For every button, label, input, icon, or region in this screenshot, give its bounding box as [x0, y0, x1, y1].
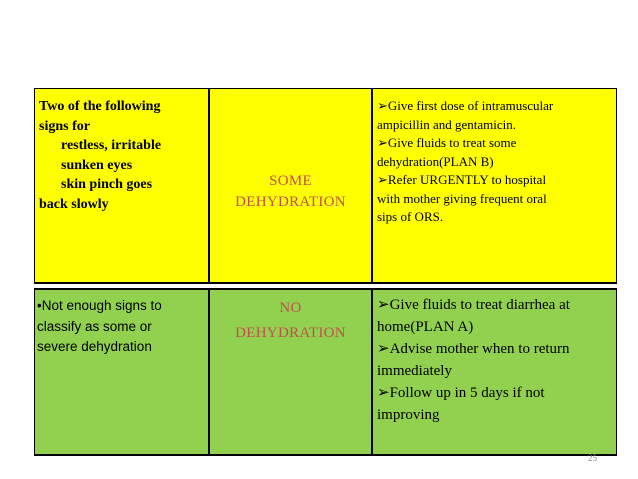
action-line: ➢Give fluids to treat diarrhea at: [377, 297, 570, 313]
signs-line: signs for: [39, 118, 90, 134]
signs-line: restless, irritable: [61, 138, 162, 153]
action-line: improving: [377, 407, 440, 423]
actions-text: [377, 294, 612, 426]
signs-line: skin pinch goes: [61, 177, 153, 192]
classification-line: SOME: [269, 173, 312, 189]
action-line: immediately: [377, 363, 452, 379]
action-line: ➢Refer URGENTLY to hospital: [377, 172, 547, 187]
signs-line: classify as some or: [37, 318, 152, 334]
signs-line: •Not enough signs to: [37, 298, 162, 313]
page-number: 25: [588, 453, 597, 463]
action-line: ampicillin and gentamicin.: [377, 116, 516, 132]
action-line: ➢Give fluids to treat some: [377, 135, 517, 150]
signs-text: [37, 296, 162, 358]
actions-text: [377, 97, 612, 227]
signs-cell: [34, 88, 209, 284]
action-line: with mother giving frequent oral: [377, 190, 547, 206]
action-line: ➢Advise mother when to return: [377, 341, 570, 357]
signs-line: sunken eyes: [61, 157, 133, 173]
action-line: ➢Give first dose of intramuscular: [377, 98, 554, 113]
action-line: sips of ORS.: [377, 209, 444, 224]
classification-cell: [209, 288, 372, 456]
signs-text: [39, 97, 161, 214]
signs-cell: [34, 288, 209, 456]
classification-label: [210, 296, 371, 346]
classification-cell: [209, 88, 372, 284]
action-line: home(PLAN A): [377, 319, 474, 335]
signs-line: back slowly: [39, 196, 109, 212]
signs-line: severe dehydration: [37, 339, 152, 354]
table-row-no-dehydration: [34, 288, 617, 456]
actions-cell: [372, 88, 617, 284]
classification-line: DEHYDRATION: [235, 325, 346, 341]
classification-label: [210, 171, 371, 213]
signs-line: Two of the following: [39, 99, 161, 114]
action-line: dehydration(PLAN B): [377, 153, 494, 169]
actions-cell: [372, 288, 617, 456]
classification-line: DEHYDRATION: [235, 194, 346, 210]
table-row-some-dehydration: [34, 88, 617, 284]
classification-line: NO: [279, 300, 302, 316]
action-line: ➢Follow up in 5 days if not: [377, 385, 545, 401]
